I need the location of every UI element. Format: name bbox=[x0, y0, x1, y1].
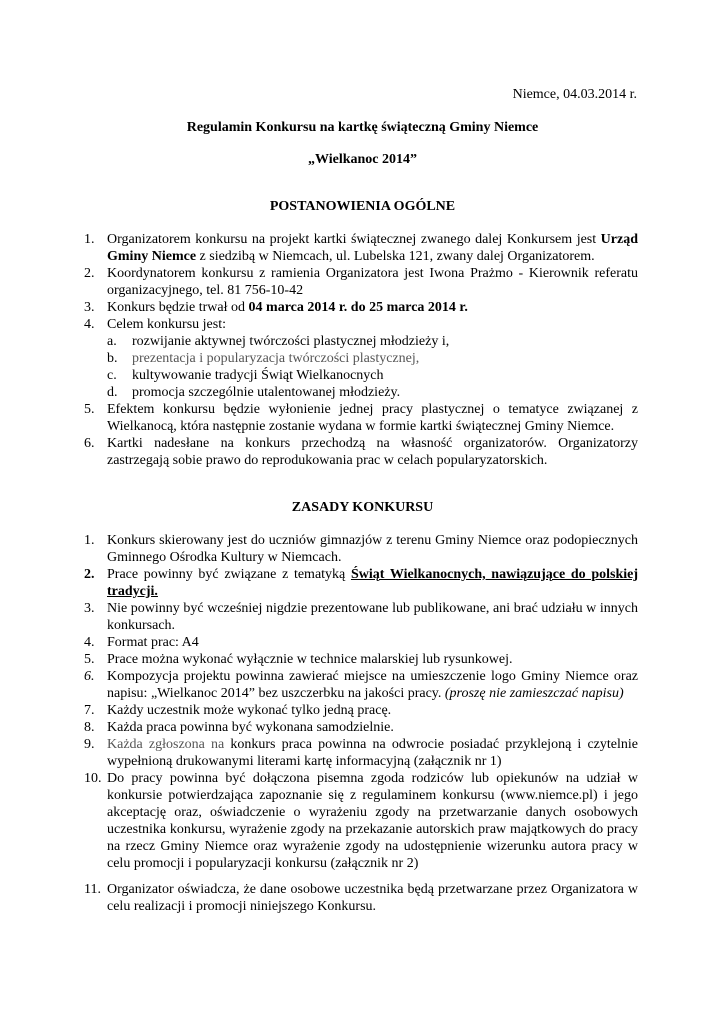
sub-text: prezentacja i popularyzacja twórczości plastycznej, bbox=[132, 351, 420, 366]
item-text: z siedzibą w Niemcach, ul. Lubelska 121, zwany dalej Organizatorem. bbox=[196, 249, 595, 264]
item-text: Każda praca powinna być wykonana samodzielnie. bbox=[107, 720, 394, 735]
item-text: Każdy uczestnik może wykonać tylko jedną pracę. bbox=[107, 703, 392, 718]
item-number: 1. bbox=[84, 533, 95, 548]
list-item bbox=[84, 401, 638, 435]
sublist-item bbox=[107, 350, 638, 367]
item-text: Konkurs będzie trwał od bbox=[107, 300, 249, 315]
sub-text: kultywowanie tradycji Świąt Wielkanocnych bbox=[132, 368, 384, 383]
sub-letter: b. bbox=[107, 351, 118, 366]
item-text: Organizator oświadcza, że dane osobowe uczestnika będą przetwarzane przez Organizatora w celu realizacji i promocji niniejszego Konkursu. bbox=[107, 882, 638, 914]
item-number: 2. bbox=[84, 266, 95, 281]
item-text: Kartki nadesłane na konkurs przechodzą na własność organizatorów. Organizatorzy zastrzegają sobie prawo do reprodukowania prac w celach popularyzatorskich. bbox=[107, 436, 638, 468]
item-number: 6. bbox=[84, 669, 95, 684]
item-text: Konkurs skierowany jest do uczniów gimnazjów z terenu Gminy Niemce oraz podopiecznych Gminnego Ośrodka Kultury w Niemcach. bbox=[107, 533, 638, 565]
list-item bbox=[84, 231, 638, 265]
document-subtitle: „Wielkanoc 2014” bbox=[307, 152, 418, 167]
item-text: konkurs praca powinna na odwrocie posiadać przyklejoną i czytelnie wypełnioną drukowanymi literami kartę informacyjną (załącznik nr 1) bbox=[107, 737, 638, 769]
item-number: 2. bbox=[84, 567, 95, 582]
item-text: Efektem konkursu będzie wyłonienie jednej pracy plastycznej o tematyce związanej z Wielkanocą, która następnie zostanie wydana w formie kartki świątecznej Gminy Niemce. bbox=[107, 402, 638, 434]
sublist-item bbox=[107, 384, 638, 401]
item-number: 8. bbox=[84, 720, 95, 735]
item-number: 3. bbox=[84, 300, 95, 315]
list-item bbox=[84, 719, 638, 736]
item-italic-text: (proszę nie zamieszczać napisu) bbox=[444, 686, 624, 701]
list-item bbox=[84, 634, 638, 651]
list-item bbox=[84, 532, 638, 566]
item-bold-text: 04 marca 2014 r. do 25 marca 2014 r. bbox=[248, 300, 468, 315]
item-text: Nie powinny być wcześniej nigdzie prezentowane lub publikowane, ani brać udziału w innych konkursach. bbox=[107, 601, 638, 633]
goals-sublist bbox=[107, 333, 638, 401]
document-title: Regulamin Konkursu na kartkę świąteczną Gminy Niemce bbox=[186, 120, 539, 135]
item-number: 7. bbox=[84, 703, 95, 718]
item-text: Prace można wykonać wyłącznie w technice malarskiej lub rysunkowej. bbox=[107, 652, 513, 667]
item-number: 3. bbox=[84, 601, 95, 616]
item-number: 10. bbox=[84, 771, 102, 786]
item-text: Kompozycja projektu powinna zawierać miejsce na umieszczenie logo Gminy Niemce oraz napisu: „Wielkanoc 2014” bez uszczerbku na jakości pracy. bbox=[107, 669, 638, 701]
list-item bbox=[84, 668, 638, 702]
item-number: 1. bbox=[84, 232, 95, 247]
item-number: 9. bbox=[84, 737, 95, 752]
item-bold-text: Urząd Gminy Niemce bbox=[107, 232, 638, 264]
sublist-item bbox=[107, 333, 638, 350]
item-underlined-text: Świąt Wielkanocnych, nawiązujące do polskiej tradycji. bbox=[107, 567, 638, 599]
list-item bbox=[84, 566, 638, 600]
section-heading-rules: ZASADY KONKURSU bbox=[291, 500, 434, 515]
item-text: Każda zgłoszona na bbox=[107, 737, 225, 752]
list-item bbox=[84, 881, 638, 915]
item-number: 6. bbox=[84, 436, 95, 451]
item-text: Koordynatorem konkursu z ramienia Organizatora jest Iwona Prażmo - Kierownik referatu organizacyjnego, tel. 81 756-10-42 bbox=[107, 266, 638, 298]
sub-letter: a. bbox=[107, 334, 117, 349]
list-item bbox=[84, 316, 638, 401]
general-provisions-list bbox=[84, 231, 638, 469]
sub-text: rozwijanie aktywnej twórczości plastycznej młodzieży i, bbox=[132, 334, 450, 349]
item-text: Prace powinny być związane z tematyką bbox=[107, 567, 351, 582]
list-item bbox=[84, 651, 638, 668]
item-text: Do pracy powinna być dołączona pisemna zgoda rodziców lub opiekunów na udział w konkursie potwierdzająca zapoznanie się z regulaminem konkursu (www.niemce.pl) i jego akceptację oraz, oświadczenie o wyrażeniu zgody na przetwarzanie danych osobowych uczestnika konkursu, wyrażenie zgody na przekazanie autorskich praw majątkowych do pracy na rzecz Gminy Niemce oraz wyrażenie zgody na udostępnienie wizerunku autora pracy w celu promocji i popularyzacji konkursu (załącznik nr 2) bbox=[107, 771, 638, 871]
item-number: 4. bbox=[84, 635, 95, 650]
item-text: Organizatorem konkursu na projekt kartki świątecznej zwanego dalej Konkursem jest bbox=[107, 232, 601, 247]
list-item bbox=[84, 265, 638, 299]
sub-text: promocja szczególnie utalentowanej młodzieży. bbox=[132, 385, 401, 400]
list-item bbox=[84, 600, 638, 634]
list-item bbox=[84, 299, 638, 316]
list-item bbox=[84, 435, 638, 469]
sublist-item bbox=[107, 367, 638, 384]
item-text: Celem konkursu jest: bbox=[107, 317, 226, 332]
list-item bbox=[84, 736, 638, 770]
item-number: 5. bbox=[84, 652, 95, 667]
list-item bbox=[84, 770, 638, 872]
item-number: 4. bbox=[84, 317, 95, 332]
item-number: 11. bbox=[84, 882, 101, 897]
item-text: Format prac: A4 bbox=[107, 635, 199, 650]
sub-letter: d. bbox=[107, 385, 118, 400]
sub-letter: c. bbox=[107, 368, 117, 383]
contest-rules-list bbox=[84, 532, 638, 915]
item-number: 5. bbox=[84, 402, 95, 417]
document-date: Niemce, 04.03.2014 r. bbox=[512, 87, 637, 102]
section-heading-general: POSTANOWIENIA OGÓLNE bbox=[269, 199, 456, 214]
list-item bbox=[84, 702, 638, 719]
